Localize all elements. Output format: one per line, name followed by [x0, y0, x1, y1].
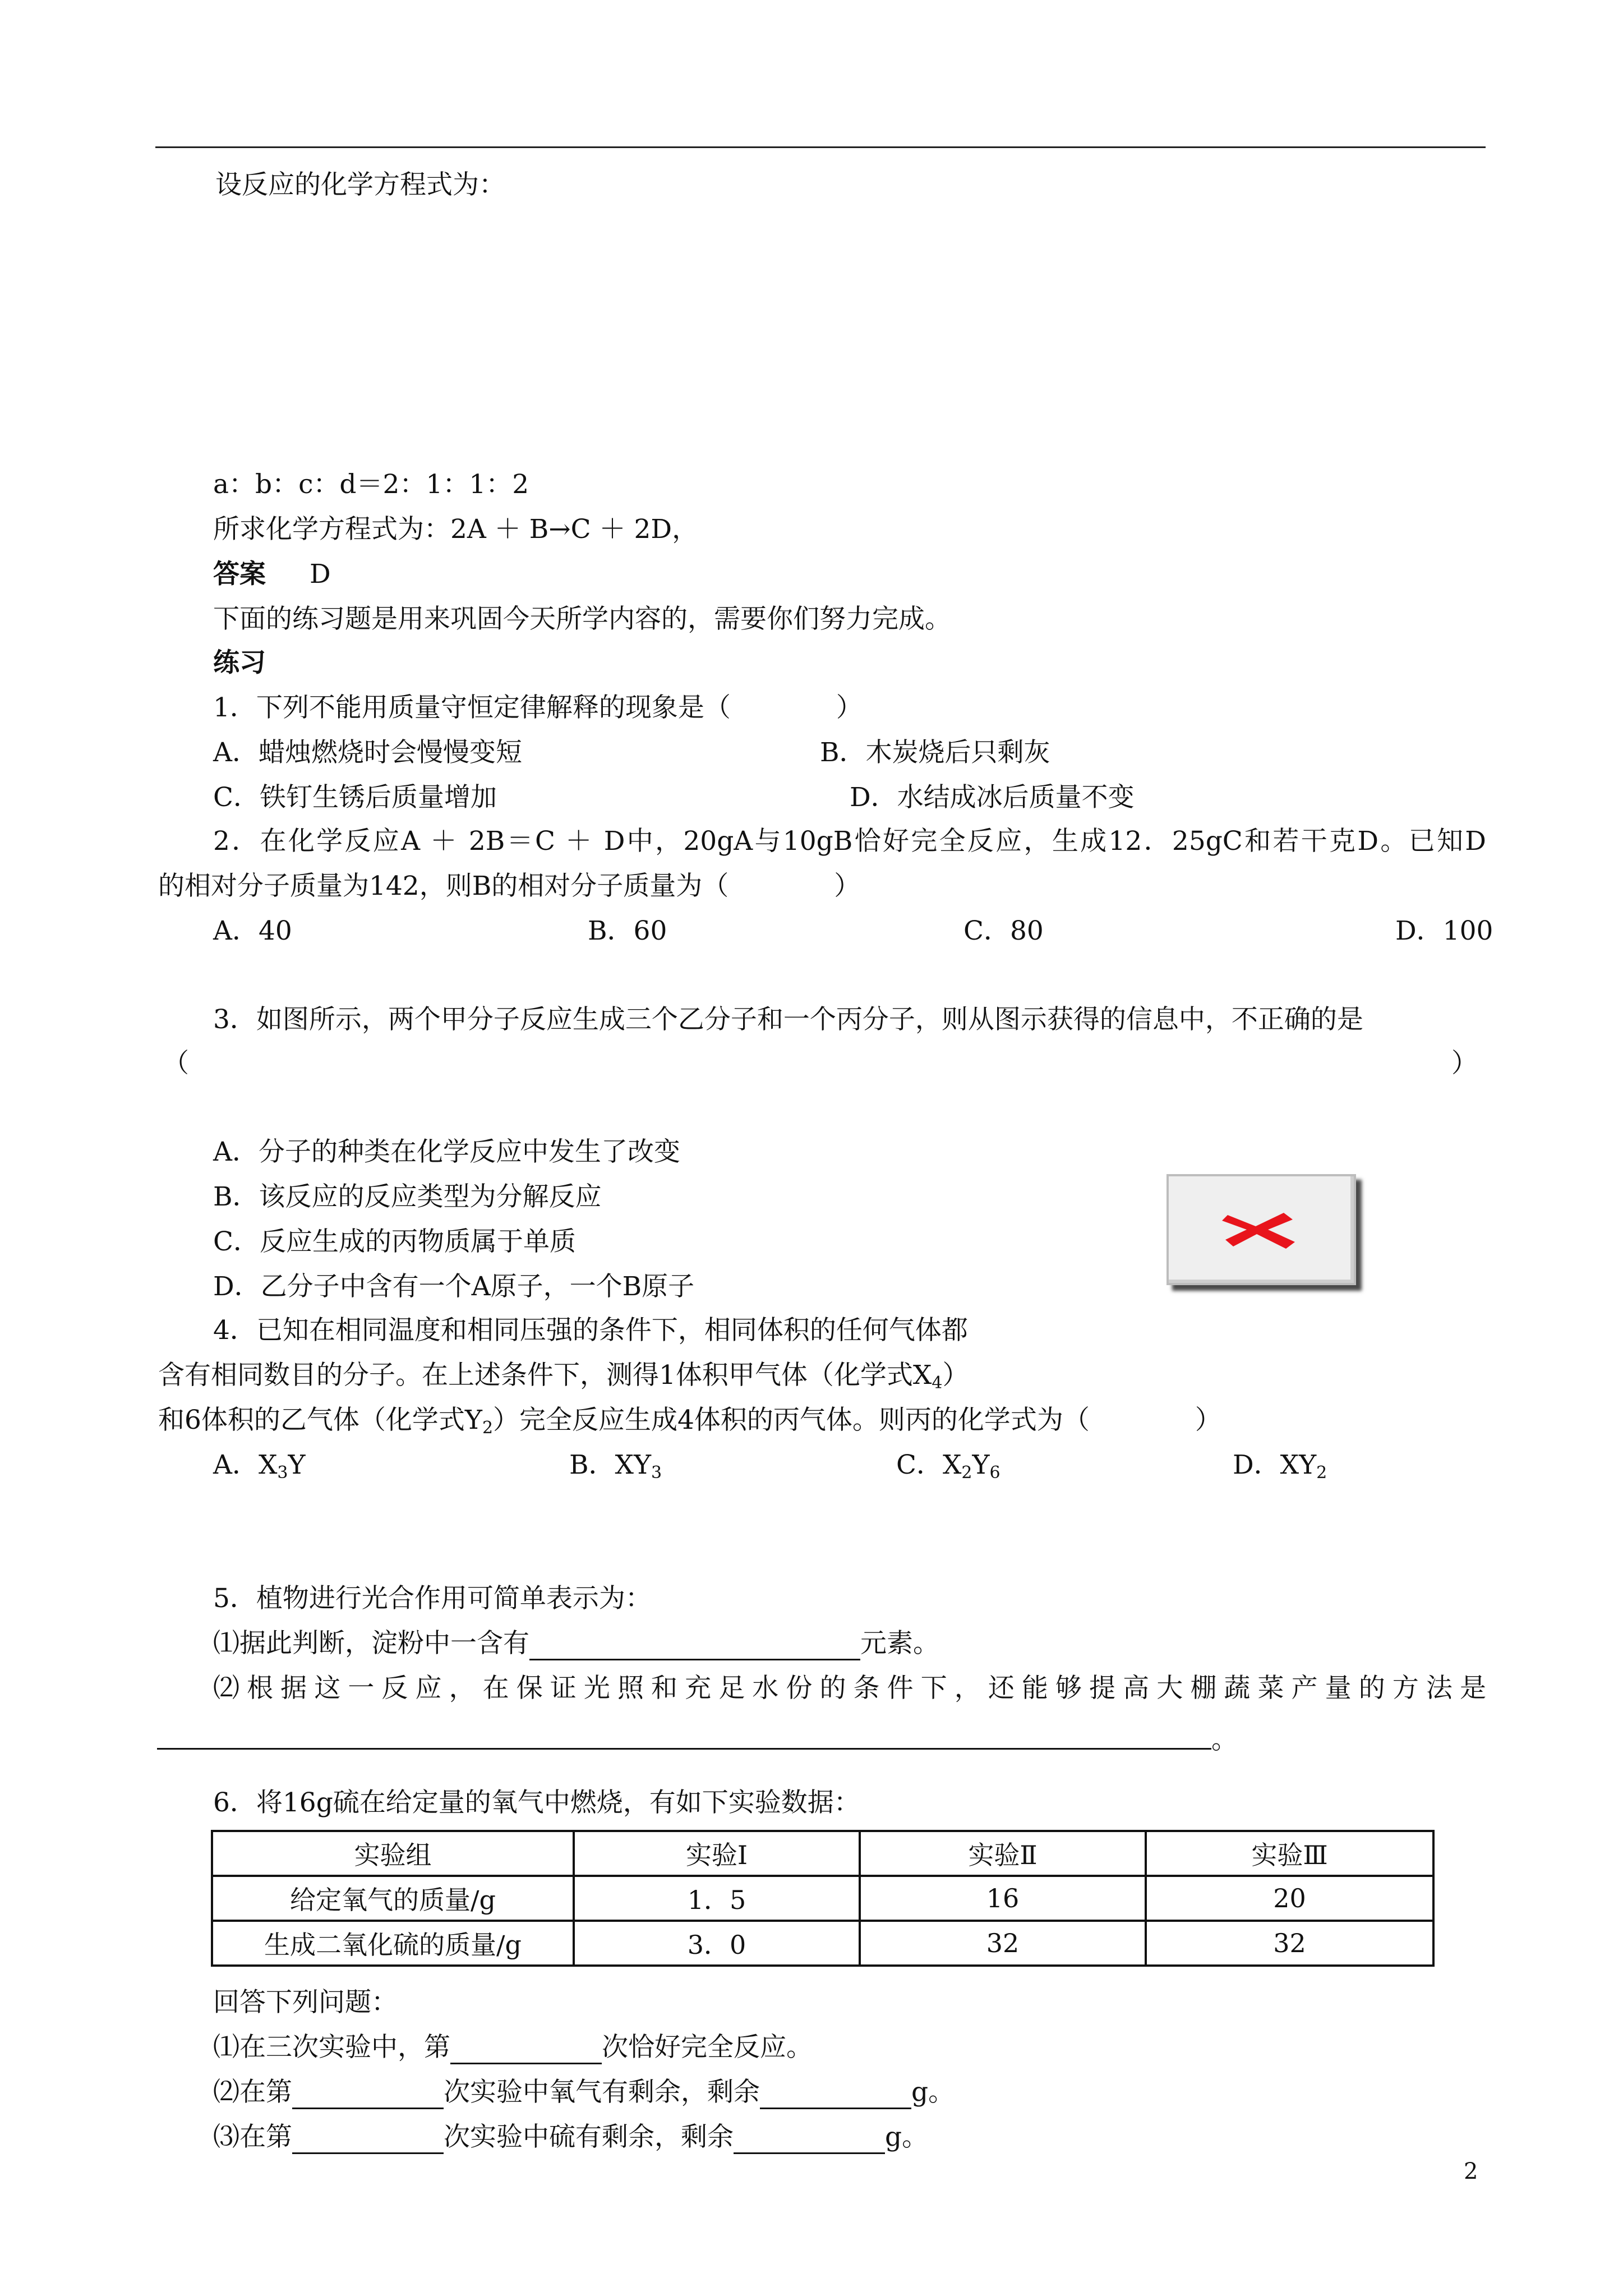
q6-sub1: ⑴在三次实验中，第 次恰好完全反应。	[213, 2031, 813, 2064]
q6-stem: 6．将16g硫在给定量的氧气中燃烧，有如下实验数据：	[213, 1787, 860, 1818]
q3-option-d: D．乙分子中含有一个A原子，一个B原子	[213, 1271, 695, 1302]
table-row	[212, 1921, 1433, 1966]
q4-option-c: C．$X_2Y_6$	[896, 1450, 1000, 1483]
q6-sub2-blank-2[interactable]	[760, 2078, 911, 2109]
table-cell: 1．5	[574, 1876, 860, 1921]
q2-option-a: A．40	[213, 915, 292, 946]
q5-part2-end: 。	[1211, 1724, 1238, 1755]
q4-option-b: B．$XY_3$	[569, 1450, 662, 1483]
practice-title: 练习	[213, 647, 266, 678]
answer-line	[213, 558, 331, 591]
q3-line1: 3．如图所示，两个甲分子反应生成三个乙分子和一个丙分子，则从图示获得的信息中，不正确的是	[213, 1004, 1363, 1035]
table-cell: 16	[860, 1876, 1146, 1921]
q6-sub3: ⑶在第 次实验中硫有剩余，剩余 g。	[213, 2120, 928, 2154]
practice-intro: 下面的练习题是用来巩固今天所学内容的，需要你们努力完成。	[213, 604, 951, 634]
broken-image-placeholder	[1166, 1174, 1356, 1285]
q6-sub1-blank[interactable]	[450, 2033, 602, 2064]
page-number: 2	[1464, 2159, 1478, 2184]
table-header-row	[212, 1831, 1433, 1876]
q2-option-b: B．60	[588, 915, 667, 946]
q4-line3: 和6体积的乙气体（化学式$Y_2$）完全反应生成4体积的丙气体。则丙的化学式为（ ）	[158, 1405, 1221, 1438]
answer-value: D	[310, 559, 331, 590]
answer-label: 答案	[213, 559, 266, 590]
q1-option-a: A．蜡烛燃烧时会慢慢变短	[213, 737, 522, 768]
q5-part2-blank[interactable]	[157, 1748, 1211, 1750]
intro-text: 设反应的化学方程式为：	[215, 169, 505, 200]
q1-option-c: C．铁钉生锈后质量增加	[213, 782, 497, 813]
table-cell: 32	[860, 1921, 1146, 1966]
q2-line1: 2．在化学反应A ＋ 2B＝C ＋ D中，20gA与10gB恰好完全反应，生成12．25gC和若干克D。已知D	[213, 826, 1486, 857]
q3-paren-open: （	[163, 1048, 189, 1079]
q3-option-a: A．分子的种类在化学反应中发生了改变	[213, 1137, 680, 1167]
q1-option-d: D．水结成冰后质量不变	[850, 782, 1135, 813]
q6-sub2-blank-1[interactable]	[292, 2078, 444, 2109]
broken-image-icon	[1222, 1207, 1301, 1252]
table-cell: 32	[1146, 1921, 1433, 1966]
table-header-cell: 实验Ⅱ	[860, 1831, 1146, 1876]
table-cell: 3．0	[574, 1921, 860, 1966]
q5-part1: ⑴据此判断，淀粉中一含有 元素。	[213, 1627, 939, 1660]
table-cell: 生成二氧化硫的质量/g	[212, 1921, 574, 1966]
q2-option-c: C．80	[963, 915, 1044, 946]
q4-option-d: D．$XY_2$	[1233, 1450, 1327, 1483]
q4-line1: 4．已知在相同温度和相同压强的条件下，相同体积的任何气体都	[213, 1315, 968, 1346]
header-rule	[155, 146, 1486, 148]
q2-line2: 的相对分子质量为142，则B的相对分子质量为（ ）	[158, 871, 861, 901]
table-header-cell: 实验Ⅰ	[574, 1831, 860, 1876]
q2-option-d: D．100	[1395, 915, 1493, 946]
ratio-text: a：b：c：d＝2：1：1：2	[213, 469, 529, 500]
q4-line2: 含有相同数目的分子。在上述条件下，测得1体积甲气体（化学式$X_4$）	[158, 1360, 969, 1393]
q5-part2: ⑵根据这一反应，在保证光照和充足水份的条件下，还能够提高大棚蔬菜产量的方法是	[213, 1673, 1486, 1704]
table-row	[212, 1876, 1433, 1921]
q6-sub2: ⑵在第 次实验中氧气有剩余，剩余 g。	[213, 2076, 955, 2109]
experiment-table	[211, 1830, 1435, 1967]
q3-option-b: B．该反应的反应类型为分解反应	[213, 1181, 602, 1212]
q4-option-a: A．$X_3Y$	[213, 1450, 306, 1483]
q6-sub3-blank-2[interactable]	[734, 2123, 885, 2154]
q1-option-b: B．木炭烧后只剩灰	[820, 737, 1050, 768]
table-cell: 20	[1146, 1876, 1433, 1921]
q6-sub3-blank-1[interactable]	[292, 2123, 444, 2154]
q3-option-c: C．反应生成的丙物质属于单质	[213, 1226, 576, 1257]
table-header-cell: 实验组	[212, 1831, 574, 1876]
q5-stem: 5．植物进行光合作用可简单表示为：	[213, 1583, 652, 1614]
table-cell: 给定氧气的质量/g	[212, 1876, 574, 1921]
q1-stem: 1．下列不能用质量守恒定律解释的现象是（ ）	[213, 692, 863, 723]
equation-text: 所求化学方程式为：2A ＋ B→C ＋ 2D，	[213, 514, 699, 545]
q5-part1-blank[interactable]	[529, 1630, 860, 1660]
q3-paren-close: ）	[1451, 1048, 1478, 1079]
q6-answer-intro: 回答下列问题：	[213, 1987, 398, 2018]
table-header-cell: 实验Ⅲ	[1146, 1831, 1433, 1876]
